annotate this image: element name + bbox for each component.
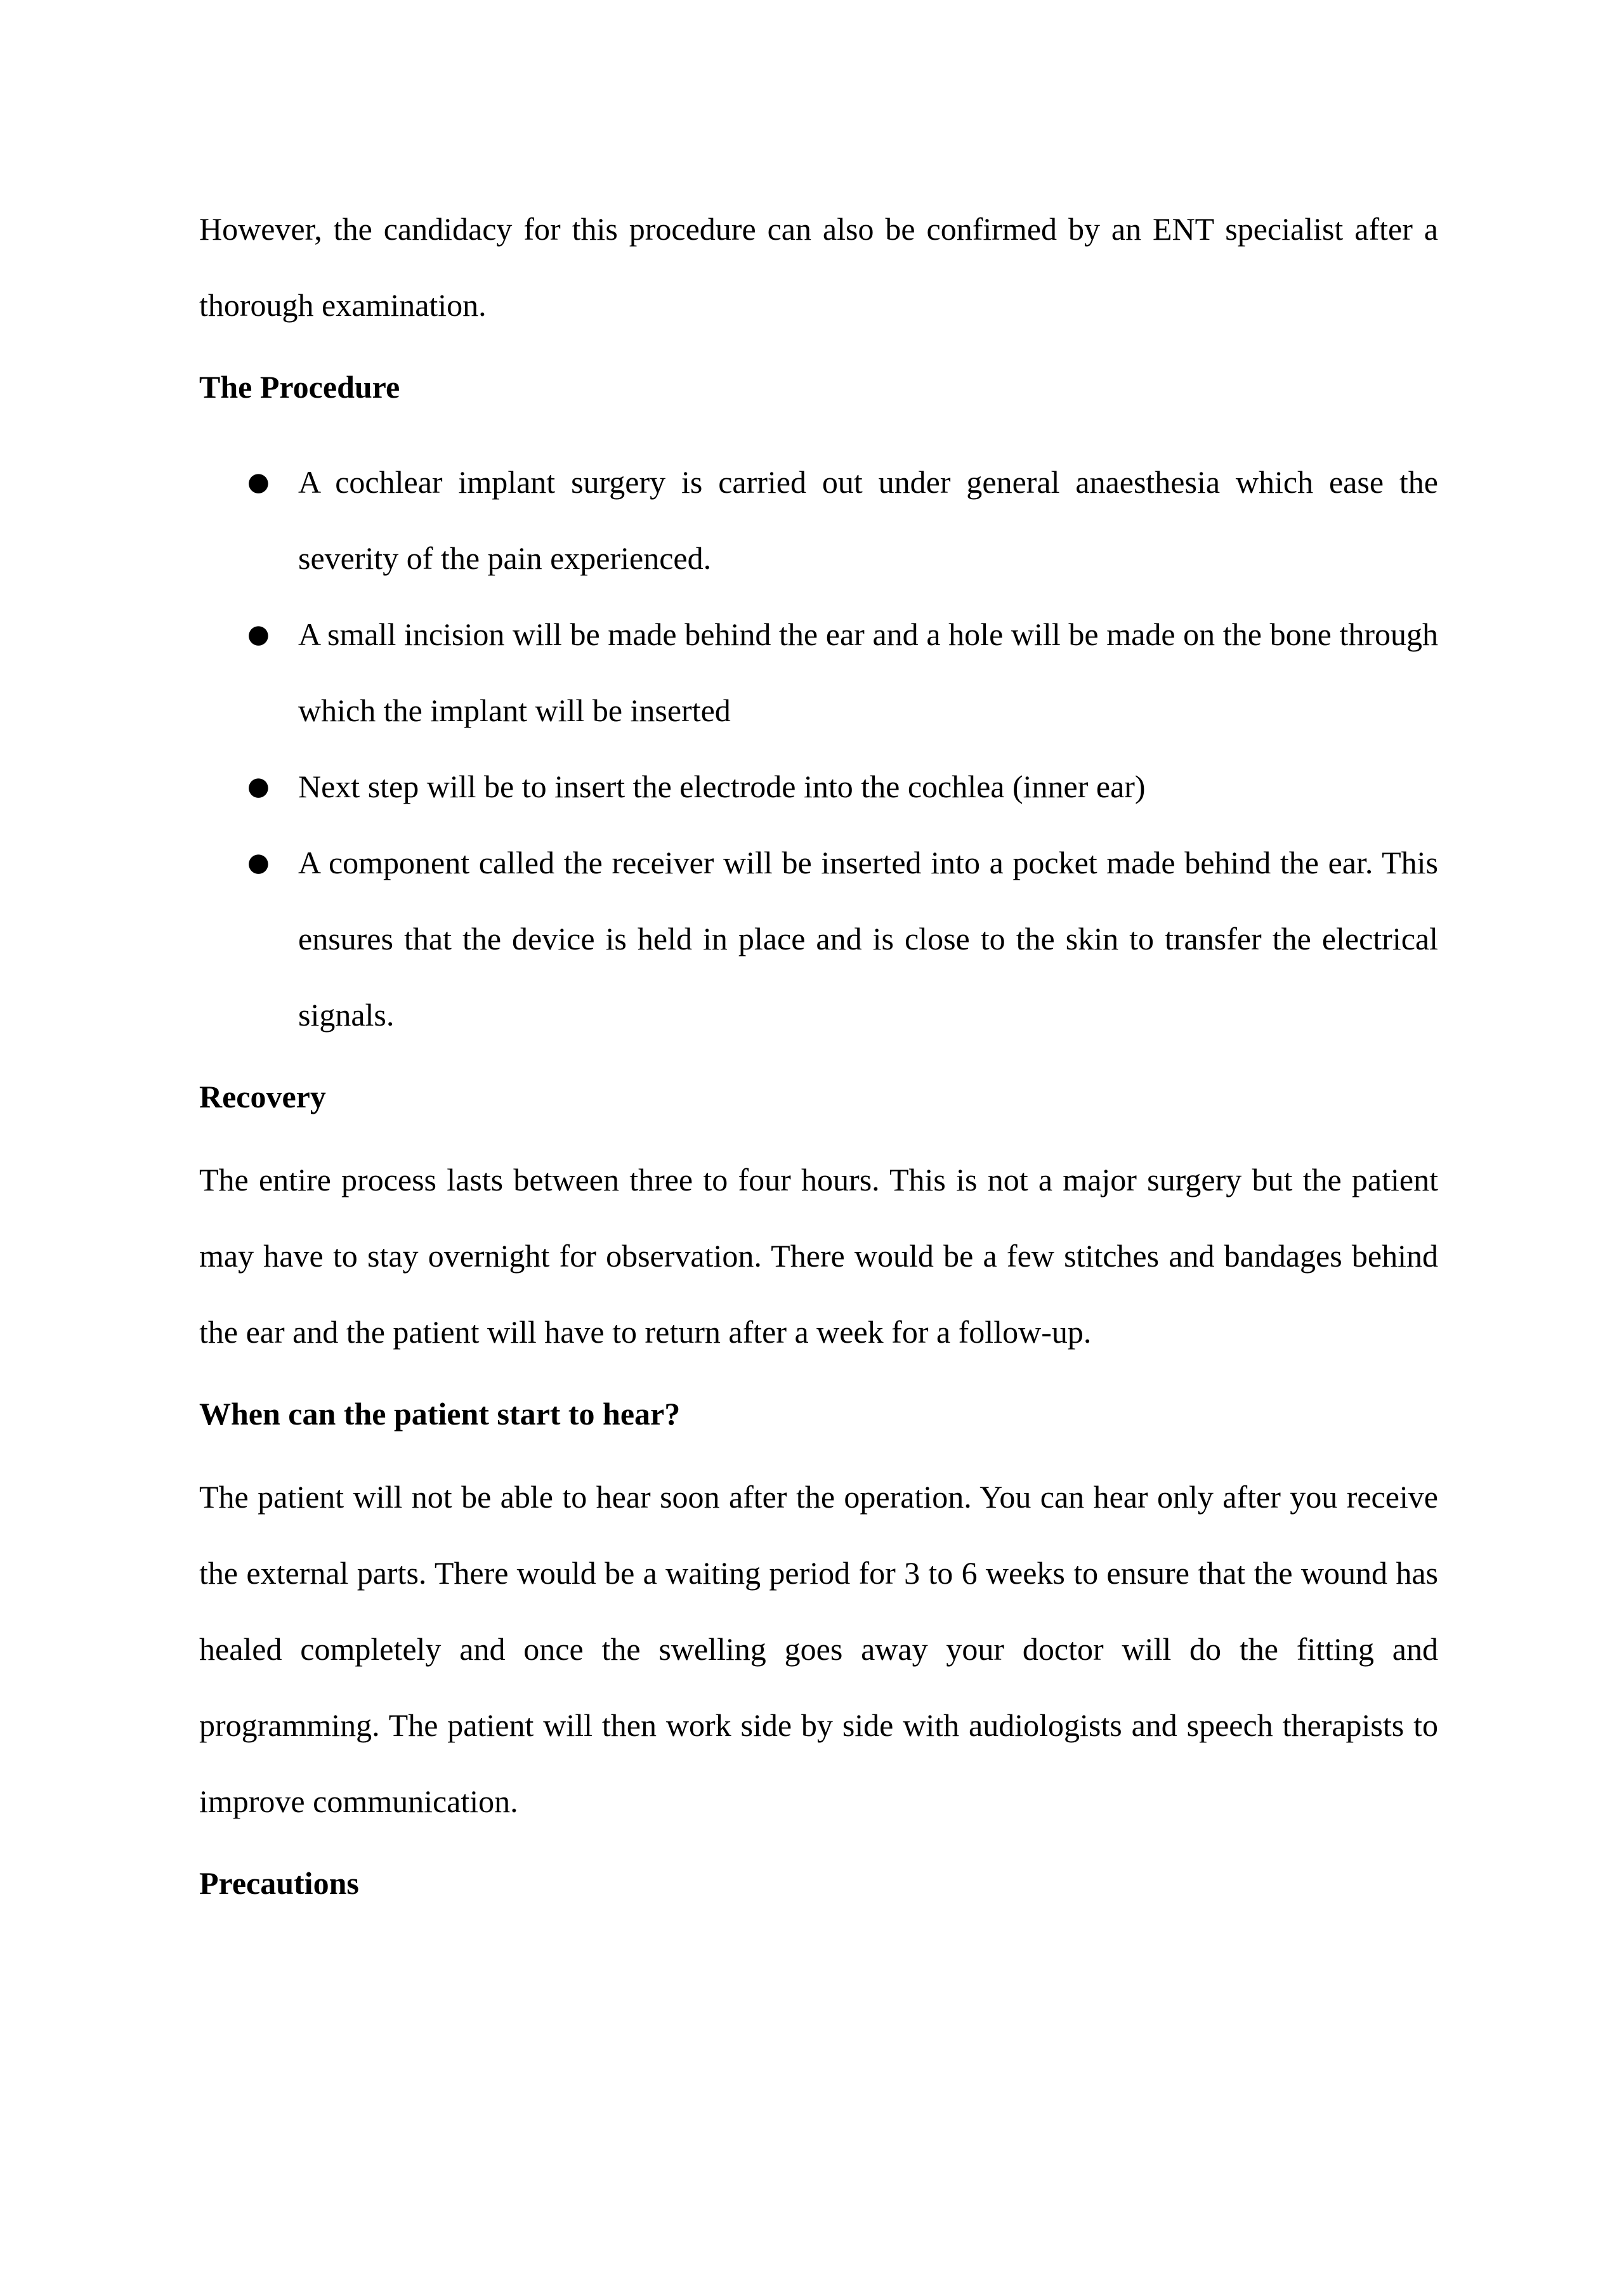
list-item	[199, 596, 1438, 748]
precautions-heading: Precautions	[199, 1865, 359, 1901]
recovery-paragraph: The entire process lasts between three to four hours. This is not a major surgery but the patient may have to stay overnight for observation. There would be a few stitches and bandages behind the ear and the patient will have to return after a week for a follow-up.	[199, 1162, 1438, 1350]
bullet-icon: ●	[247, 620, 270, 649]
bullet-icon: ●	[247, 467, 270, 497]
bullet-icon: ●	[247, 848, 270, 877]
procedure-heading: The Procedure	[199, 369, 400, 405]
hearing-heading: When can the patient start to hear?	[199, 1396, 681, 1432]
list-item	[199, 748, 1438, 825]
intro-paragraph: However, the candidacy for this procedure can also be confirmed by an ENT specialist after a thorough examination.	[199, 211, 1438, 323]
list-item-text: A small incision will be made behind the ear and a hole will be made on the bone through which the implant will be inserted	[298, 616, 1438, 728]
hearing-paragraph: The patient will not be able to hear soon after the operation. You can hear only after you receive the external parts. There would be a waiting period for 3 to 6 weeks to ensure that the wound has healed completely and once the swelling goes away your doctor will do the fitting and programming. The patient will then work side by side with audiologists and speech therapists to improve communication.	[199, 1479, 1438, 1819]
list-item	[199, 444, 1438, 596]
document-body	[199, 191, 1438, 1902]
bullet-icon: ●	[247, 772, 270, 801]
list-item	[199, 825, 1438, 1053]
list-item-text: Next step will be to insert the electrode into the cochlea (inner ear)	[298, 769, 1146, 804]
list-item-text: A component called the receiver will be inserted into a pocket made behind the ear. This ensures that the device is held in place and is close to the skin to transfer the electrical signals.	[298, 845, 1438, 1033]
list-item-text: A cochlear implant surgery is carried out under general anaesthesia which ease the severity of the pain experienced.	[298, 464, 1438, 576]
recovery-heading: Recovery	[199, 1079, 326, 1114]
procedure-list	[199, 444, 1438, 1053]
